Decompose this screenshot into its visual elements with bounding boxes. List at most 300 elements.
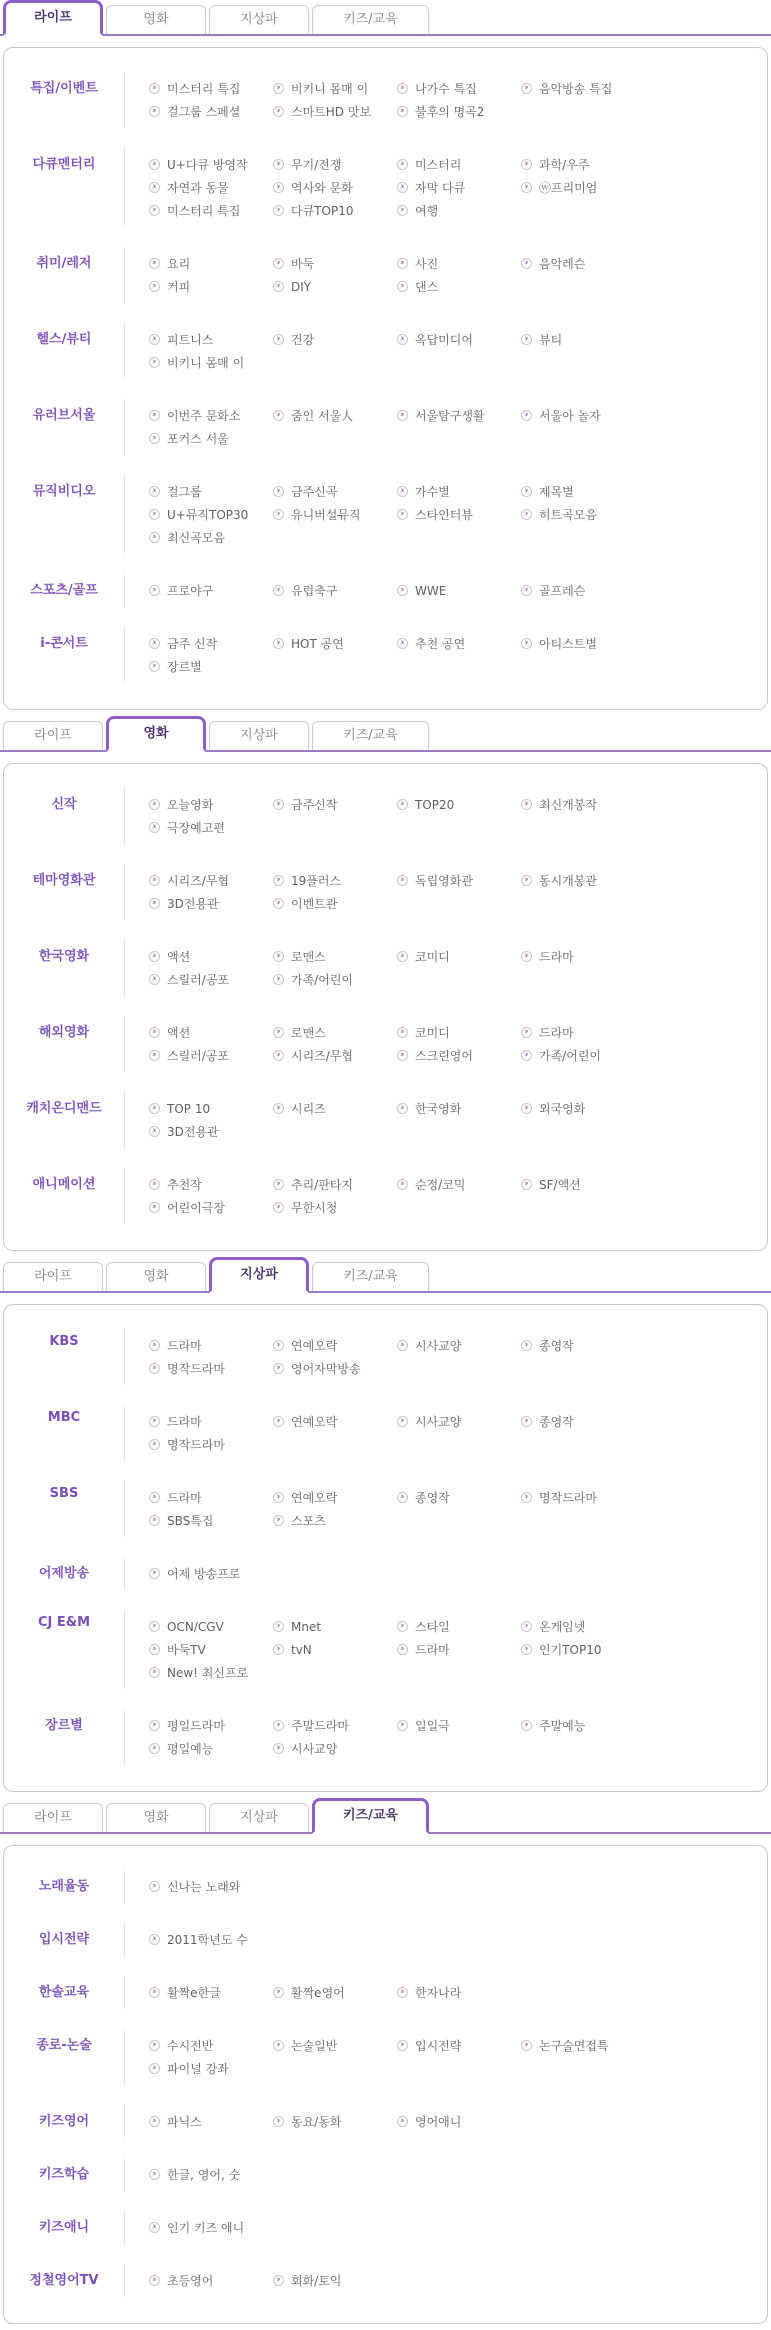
category-panel: [3, 763, 768, 1251]
category-link[interactable]: [273, 1618, 397, 1635]
category-row: [4, 1319, 767, 1395]
category-link[interactable]: [273, 1413, 397, 1430]
link-label: 스릴러/공포: [167, 1049, 230, 1063]
link-label: 수시전반: [167, 2039, 214, 2053]
link-label: 드라마: [539, 1026, 574, 1040]
category-link[interactable]: [149, 2037, 273, 2054]
category-link[interactable]: [521, 1641, 645, 1658]
link-label: 평일드라마: [167, 1719, 225, 1733]
category-row: [4, 1600, 767, 1699]
category-link[interactable]: [149, 819, 273, 836]
category-link[interactable]: [273, 895, 397, 912]
link-label: 종영작: [539, 1339, 574, 1353]
category-link[interactable]: [273, 2113, 397, 2130]
category-link[interactable]: [397, 1024, 521, 1041]
category-link[interactable]: [149, 1618, 273, 1635]
category-link[interactable]: [149, 331, 273, 348]
arrow-bullet-icon: ›: [273, 182, 284, 193]
arrow-bullet-icon: ›: [273, 799, 284, 810]
category-link[interactable]: [149, 1360, 273, 1377]
category-link[interactable]: [397, 80, 521, 97]
category-link[interactable]: [149, 2113, 273, 2130]
link-list: [124, 1481, 767, 1537]
category-label: 키즈학습: [38, 2167, 90, 2182]
category-link[interactable]: [521, 331, 645, 348]
arrow-bullet-icon: ›: [521, 486, 532, 497]
category-link[interactable]: [149, 156, 273, 173]
category-link[interactable]: [149, 2219, 273, 2236]
tab-terrestrial[interactable]: 지상파: [209, 1803, 309, 1832]
category-link[interactable]: [273, 948, 397, 965]
link-label: 3D전용관: [167, 1125, 219, 1139]
tab-terrestrial[interactable]: 지상파: [209, 5, 309, 34]
category-link[interactable]: [521, 1618, 645, 1635]
category-link[interactable]: [149, 354, 273, 371]
link-list: [124, 1092, 767, 1148]
arrow-bullet-icon: ›: [273, 205, 284, 216]
link-label: OCN/CGV: [167, 1619, 224, 1634]
category-link[interactable]: [149, 635, 273, 652]
arrow-bullet-icon: ›: [521, 159, 532, 170]
arrow-bullet-icon: ›: [149, 2169, 160, 2180]
category-link[interactable]: [149, 1413, 273, 1430]
category-link[interactable]: [521, 255, 645, 272]
category-label: 키즈영어: [38, 2114, 90, 2129]
category-label: 키즈애니: [38, 2220, 90, 2235]
category-link[interactable]: [521, 948, 645, 965]
arrow-bullet-icon: ›: [521, 875, 532, 886]
link-label: 순정/코믹: [415, 1178, 466, 1192]
arrow-bullet-icon: ›: [521, 258, 532, 269]
arrow-bullet-icon: ›: [149, 1667, 160, 1678]
category-link[interactable]: [397, 202, 521, 219]
category-link[interactable]: [149, 529, 273, 546]
tab-life[interactable]: 라이프: [3, 1803, 103, 1832]
category-link[interactable]: [149, 1337, 273, 1354]
tab-terrestrial[interactable]: 지상파: [209, 1257, 309, 1293]
link-label: 미스터리 특집: [167, 204, 241, 218]
category-link[interactable]: [273, 1199, 397, 1216]
category-link[interactable]: [273, 1641, 397, 1658]
link-label: 스릴러/공포: [167, 973, 230, 987]
category-link[interactable]: [521, 1489, 645, 1506]
category-link[interactable]: [149, 1717, 273, 1734]
tab-terrestrial[interactable]: 지상파: [209, 721, 309, 750]
category-link[interactable]: [149, 895, 273, 912]
arrow-bullet-icon: ›: [397, 1987, 408, 1998]
link-label: 시리즈/무협: [291, 1049, 354, 1063]
category-link[interactable]: [149, 582, 273, 599]
category-link[interactable]: [397, 1047, 521, 1064]
tab-kids-education[interactable]: 키즈/교육: [312, 1262, 429, 1291]
category-link[interactable]: [149, 796, 273, 813]
link-label: 시사교양: [291, 1742, 338, 1756]
category-link[interactable]: [397, 948, 521, 965]
category-link[interactable]: [397, 506, 521, 523]
tab-kids-education[interactable]: 키즈/교육: [312, 5, 429, 34]
category-link[interactable]: [149, 483, 273, 500]
category-link[interactable]: [149, 506, 273, 523]
link-label: HOT 공연: [291, 637, 344, 651]
link-list: [124, 627, 767, 683]
arrow-bullet-icon: ›: [149, 1492, 160, 1503]
category-link[interactable]: [149, 278, 273, 295]
link-label: 걸그룹 스페셜: [167, 105, 241, 119]
tab-kids-education[interactable]: 키즈/교육: [312, 1798, 429, 1834]
arrow-bullet-icon: ›: [149, 1050, 160, 1061]
link-label: WWE: [415, 583, 447, 598]
link-label: 추천작: [167, 1178, 202, 1192]
category-link[interactable]: [273, 80, 397, 97]
category-link[interactable]: [273, 506, 397, 523]
category-row: [4, 2254, 767, 2307]
link-label: 금주신곡: [291, 485, 338, 499]
category-link[interactable]: [149, 80, 273, 97]
category-link[interactable]: [149, 1100, 273, 1117]
category-row: [4, 1395, 767, 1471]
category-link[interactable]: [521, 1100, 645, 1117]
category-link[interactable]: [149, 1176, 273, 1193]
link-label: 자연과 동물: [167, 181, 229, 195]
category-link[interactable]: [521, 1176, 645, 1193]
link-label: 가수별: [415, 485, 450, 499]
category-link[interactable]: [521, 1337, 645, 1354]
link-label: 장르별: [167, 660, 202, 674]
category-link[interactable]: [149, 202, 273, 219]
link-label: 건강: [291, 333, 315, 347]
category-link[interactable]: [273, 635, 397, 652]
arrow-bullet-icon: ›: [149, 433, 160, 444]
category-link[interactable]: [149, 407, 273, 424]
link-label: 한자나라: [415, 1986, 462, 2000]
arrow-bullet-icon: ›: [397, 2040, 408, 2051]
category-link[interactable]: [273, 156, 397, 173]
category-link[interactable]: [273, 483, 397, 500]
arrow-bullet-icon: ›: [397, 205, 408, 216]
category-link[interactable]: [273, 278, 397, 295]
arrow-bullet-icon: ›: [273, 334, 284, 345]
arrow-bullet-icon: ›: [149, 1363, 160, 1374]
category-panel: [3, 1845, 768, 2324]
link-label: TOP 10: [167, 1101, 211, 1116]
arrow-bullet-icon: ›: [149, 1103, 160, 1114]
category-link[interactable]: [521, 407, 645, 424]
category-link[interactable]: [397, 1717, 521, 1734]
link-list: [124, 788, 767, 844]
category-link[interactable]: [149, 179, 273, 196]
link-list: [124, 2158, 767, 2191]
category-link[interactable]: [273, 872, 397, 889]
link-label: 시사교양: [415, 1415, 462, 1429]
arrow-bullet-icon: ›: [149, 83, 160, 94]
category-row: [4, 237, 767, 313]
tab-movies[interactable]: 영화: [106, 716, 206, 752]
category-link[interactable]: [273, 796, 397, 813]
arrow-bullet-icon: ›: [273, 1515, 284, 1526]
arrow-bullet-icon: ›: [273, 898, 284, 909]
category-row: [4, 930, 767, 1006]
link-list: [124, 2105, 767, 2138]
link-label: 다큐TOP10: [291, 204, 354, 218]
category-link[interactable]: [149, 658, 273, 675]
arrow-bullet-icon: ›: [149, 159, 160, 170]
category-link[interactable]: [149, 2060, 273, 2077]
category-label: 종로-논술: [36, 2038, 92, 2053]
arrow-bullet-icon: ›: [521, 1492, 532, 1503]
category-link[interactable]: [521, 796, 645, 813]
arrow-bullet-icon: ›: [273, 83, 284, 94]
category-link[interactable]: [149, 1984, 273, 2001]
arrow-bullet-icon: ›: [273, 1720, 284, 1731]
arrow-bullet-icon: ›: [273, 2275, 284, 2286]
category-link[interactable]: [397, 331, 521, 348]
category-link[interactable]: [397, 156, 521, 173]
category-link[interactable]: [397, 2113, 521, 2130]
category-row: [4, 62, 767, 138]
category-link[interactable]: [273, 331, 397, 348]
category-link[interactable]: [397, 179, 521, 196]
category-label: 정철영어TV: [29, 2273, 99, 2288]
category-link[interactable]: [521, 1024, 645, 1041]
category-link[interactable]: [521, 2037, 645, 2054]
category-link[interactable]: [397, 1489, 521, 1506]
arrow-bullet-icon: ›: [273, 1743, 284, 1754]
arrow-bullet-icon: ›: [149, 182, 160, 193]
category-link[interactable]: [149, 1024, 273, 1041]
category-link[interactable]: [273, 179, 397, 196]
category-link[interactable]: [397, 1641, 521, 1658]
category-link[interactable]: [521, 635, 645, 652]
category-link[interactable]: [521, 80, 645, 97]
link-label: 음악레슨: [539, 257, 586, 271]
category-label: 장르별: [45, 1718, 83, 1733]
category-link[interactable]: [273, 1717, 397, 1734]
arrow-bullet-icon: ›: [397, 1103, 408, 1114]
category-link[interactable]: [521, 1047, 645, 1064]
arrow-bullet-icon: ›: [273, 2116, 284, 2127]
category-link[interactable]: [273, 1024, 397, 1041]
link-label: 명작드라마: [167, 1438, 225, 1452]
category-link[interactable]: [273, 1489, 397, 1506]
arrow-bullet-icon: ›: [273, 875, 284, 886]
arrow-bullet-icon: ›: [273, 106, 284, 117]
category-link[interactable]: [149, 1641, 273, 1658]
category-link[interactable]: [273, 1176, 397, 1193]
link-label: 파닉스: [167, 2115, 202, 2129]
category-link[interactable]: [149, 1199, 273, 1216]
link-label: 한글, 영어, 숫: [167, 2168, 241, 2182]
category-link[interactable]: [397, 103, 521, 120]
arrow-bullet-icon: ›: [273, 951, 284, 962]
category-link[interactable]: [397, 635, 521, 652]
category-link[interactable]: [273, 255, 397, 272]
category-row: [4, 564, 767, 617]
category-link[interactable]: [273, 582, 397, 599]
category-link[interactable]: [521, 1717, 645, 1734]
category-link[interactable]: [397, 872, 521, 889]
link-label: 어린이극장: [167, 1201, 225, 1215]
link-label: 바둑: [291, 257, 315, 271]
link-label: 나가수 특집: [415, 82, 477, 96]
category-link[interactable]: [273, 1512, 397, 1529]
category-link[interactable]: [149, 971, 273, 988]
category-label: SBS: [49, 1486, 79, 1501]
category-row: [4, 778, 767, 854]
category-label: 노래율동: [38, 1879, 90, 1894]
arrow-bullet-icon: ›: [273, 486, 284, 497]
category-link[interactable]: [397, 1618, 521, 1635]
arrow-bullet-icon: ›: [273, 1987, 284, 1998]
category-link[interactable]: [521, 872, 645, 889]
link-label: 입시전략: [415, 2039, 462, 2053]
arrow-bullet-icon: ›: [521, 799, 532, 810]
arrow-bullet-icon: ›: [149, 410, 160, 421]
category-link[interactable]: [273, 1337, 397, 1354]
arrow-bullet-icon: ›: [149, 1126, 160, 1137]
category-link[interactable]: [149, 1878, 273, 1895]
category-link[interactable]: [397, 1984, 521, 2001]
link-label: 활짝e영어: [291, 1986, 345, 2000]
link-label: DIY: [291, 279, 312, 294]
category-link[interactable]: [273, 103, 397, 120]
category-link[interactable]: [149, 948, 273, 965]
arrow-bullet-icon: ›: [149, 1515, 160, 1526]
tab-life[interactable]: 라이프: [3, 721, 103, 750]
arrow-bullet-icon: ›: [397, 106, 408, 117]
link-label: 시사교양: [415, 1339, 462, 1353]
category-link[interactable]: [149, 1740, 273, 1757]
category-link[interactable]: [149, 1436, 273, 1453]
link-list: [124, 1016, 767, 1072]
category-label: KBS: [49, 1334, 79, 1349]
tab-movies[interactable]: 영화: [106, 1262, 206, 1291]
category-link[interactable]: [149, 2166, 273, 2183]
category-link[interactable]: [397, 1337, 521, 1354]
category-link[interactable]: [397, 255, 521, 272]
tab-life[interactable]: 라이프: [3, 0, 103, 36]
category-link[interactable]: [397, 407, 521, 424]
category-link[interactable]: [273, 2272, 397, 2289]
category-link[interactable]: [521, 1413, 645, 1430]
category-panel: [3, 47, 768, 710]
category-label: 한국영화: [38, 949, 90, 964]
tab-kids-education[interactable]: 키즈/교육: [312, 721, 429, 750]
arrow-bullet-icon: ›: [521, 1644, 532, 1655]
category-link[interactable]: [397, 1100, 521, 1117]
link-label: 불후의 명곡2: [415, 105, 485, 119]
arrow-bullet-icon: ›: [397, 159, 408, 170]
category-link[interactable]: [149, 103, 273, 120]
category-link[interactable]: [149, 1512, 273, 1529]
link-label: New! 최신프로: [167, 1666, 249, 1680]
arrow-bullet-icon: ›: [149, 1568, 160, 1579]
category-link[interactable]: [521, 179, 645, 196]
category-link[interactable]: [521, 156, 645, 173]
category-link[interactable]: [149, 1565, 273, 1582]
link-label: 극장예고편: [167, 821, 225, 835]
category-link[interactable]: [397, 1176, 521, 1193]
link-label: 아티스트별: [539, 637, 597, 651]
category-link[interactable]: [149, 1047, 273, 1064]
category-link[interactable]: [149, 1123, 273, 1140]
link-list: [124, 399, 767, 455]
arrow-bullet-icon: ›: [521, 1621, 532, 1632]
category-link[interactable]: [149, 430, 273, 447]
category-link[interactable]: [397, 483, 521, 500]
category-link[interactable]: [273, 407, 397, 424]
tab-bar: [0, 716, 771, 752]
link-label: 논구술면접특: [539, 2039, 609, 2053]
tab-bar: [0, 0, 771, 36]
arrow-bullet-icon: ›: [397, 182, 408, 193]
link-label: 이벤트관: [291, 897, 338, 911]
link-label: 뷰티: [539, 333, 563, 347]
tab-movies[interactable]: 영화: [106, 5, 206, 34]
category-link[interactable]: [521, 483, 645, 500]
link-label: 피트니스: [167, 333, 214, 347]
link-label: 스크린영어: [415, 1049, 473, 1063]
category-link[interactable]: [273, 2037, 397, 2054]
link-list: [124, 72, 767, 128]
link-label: 코미디: [415, 1026, 450, 1040]
category-link[interactable]: [273, 1740, 397, 1757]
tab-life[interactable]: 라이프: [3, 1262, 103, 1291]
category-link[interactable]: [521, 506, 645, 523]
category-row: [4, 1699, 767, 1775]
category-link[interactable]: [521, 582, 645, 599]
tab-movies[interactable]: 영화: [106, 1803, 206, 1832]
arrow-bullet-icon: ›: [149, 357, 160, 368]
arrow-bullet-icon: ›: [273, 1416, 284, 1427]
category-link[interactable]: [149, 1664, 273, 1681]
arrow-bullet-icon: ›: [273, 509, 284, 520]
arrow-bullet-icon: ›: [273, 1644, 284, 1655]
category-link[interactable]: [149, 1931, 273, 1948]
category-link[interactable]: [273, 971, 397, 988]
category-link[interactable]: [397, 278, 521, 295]
link-list: [124, 148, 767, 227]
link-label: 역사와 문화: [291, 181, 353, 195]
link-label: 드라마: [167, 1491, 202, 1505]
category-link[interactable]: [273, 1984, 397, 2001]
category-link[interactable]: [149, 2272, 273, 2289]
arrow-bullet-icon: ›: [273, 258, 284, 269]
link-label: 3D전용관: [167, 897, 219, 911]
category-row: [4, 389, 767, 465]
link-label: 일일극: [415, 1719, 450, 1733]
link-label: 최신곡모음: [167, 531, 225, 545]
category-link[interactable]: [273, 1100, 397, 1117]
category-link[interactable]: [273, 202, 397, 219]
arrow-bullet-icon: ›: [149, 898, 160, 909]
category-link[interactable]: [273, 1360, 397, 1377]
arrow-bullet-icon: ›: [149, 822, 160, 833]
category-link[interactable]: [397, 796, 521, 813]
category-label: i-콘서트: [40, 636, 88, 651]
category-link[interactable]: [397, 582, 521, 599]
category-link[interactable]: [149, 1489, 273, 1506]
category-link[interactable]: [149, 255, 273, 272]
arrow-bullet-icon: ›: [273, 585, 284, 596]
category-link[interactable]: [397, 2037, 521, 2054]
category-link[interactable]: [149, 872, 273, 889]
link-label: 인기TOP10: [539, 1643, 602, 1657]
arrow-bullet-icon: ›: [273, 1621, 284, 1632]
category-label: 다큐멘터리: [32, 157, 96, 172]
link-label: 가족/어린이: [539, 1049, 602, 1063]
category-link[interactable]: [397, 1413, 521, 1430]
category-link[interactable]: [273, 1047, 397, 1064]
